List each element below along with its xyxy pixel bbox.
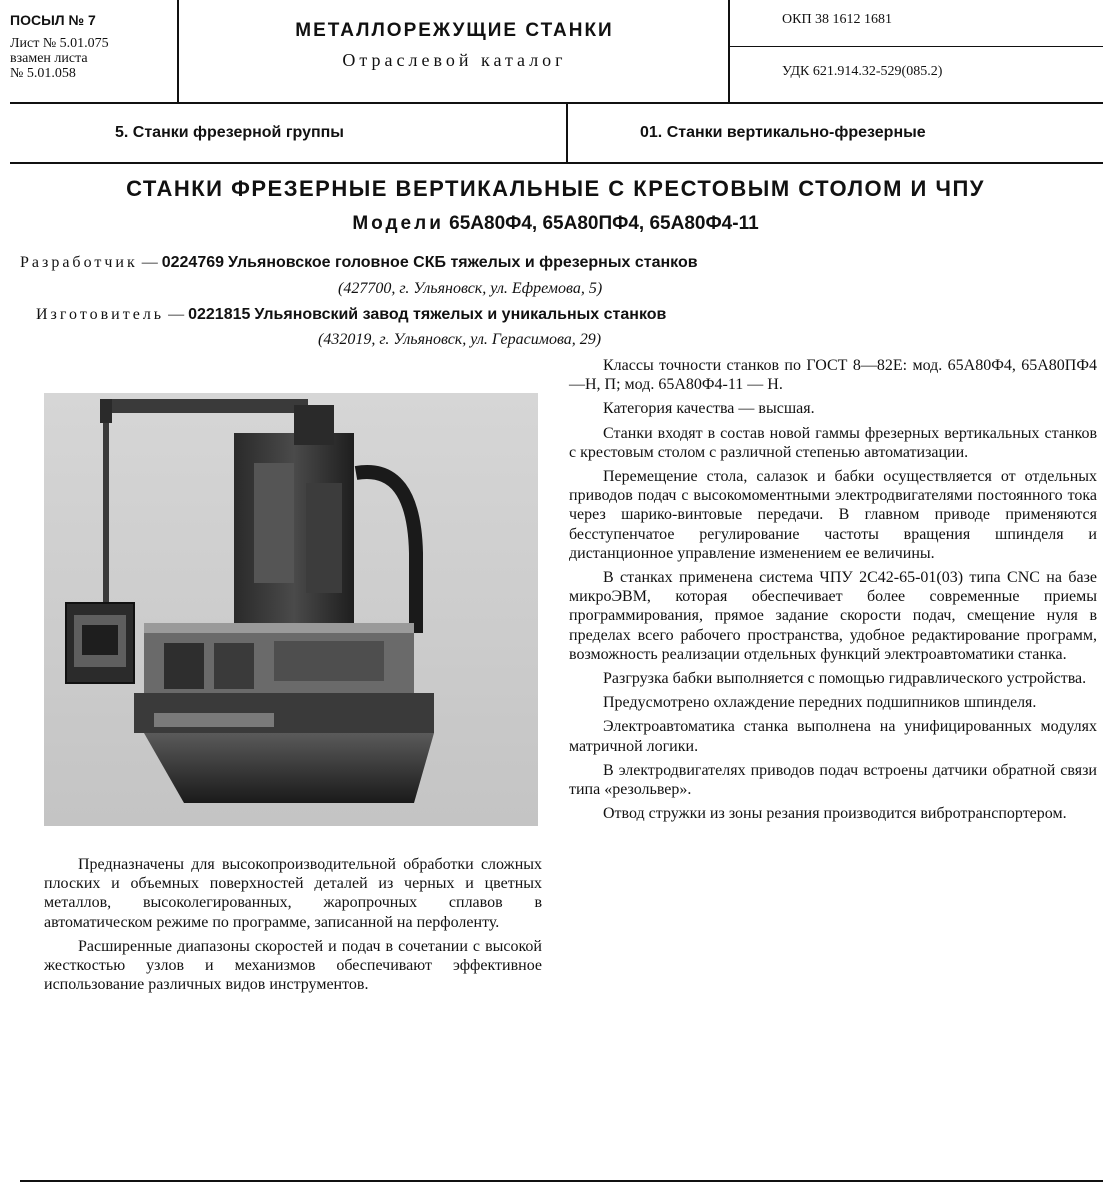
manufacturer-dash: — [164, 306, 189, 323]
housing-top-edge [144, 623, 414, 633]
developer-code: 0224769 [161, 254, 225, 271]
models-label: Модели [352, 213, 444, 234]
paragraph-ranges: Расширенные диапазоны скоростей и подач в сочетании с высокой жесткостью узлов и механизмов обеспечивают эффективное использование различных видов инструментов. [44, 937, 542, 994]
paragraph-cooling: Предусмотрено охлаждение передних подшипников шпинделя. [603, 694, 1037, 712]
sheet-number: Лист № 5.01.075 [10, 36, 109, 51]
catalog-title: МЕТАЛЛОРЕЖУЩИЕ СТАНКИ [295, 20, 614, 41]
column-guide [306, 483, 342, 593]
housing-window-left [164, 643, 204, 689]
housing-panel [274, 641, 384, 681]
developer-dash: — [137, 254, 162, 271]
replaced-sheet-number: № 5.01.058 [10, 66, 76, 81]
machine-photo [44, 393, 538, 826]
pendant-arm-joint [100, 399, 112, 423]
machine-base [144, 733, 434, 803]
pendant-arm [100, 399, 308, 413]
paragraph-range: Станки входят в состав новой гаммы фрезерных вертикальных станков с крестовым столом с различной степенью автоматизации. [569, 424, 1097, 461]
manufacturer-name: Ульяновский завод тяжелых и уникальных станков [254, 306, 667, 323]
header-divider-1 [177, 0, 179, 102]
section-divider [566, 104, 568, 162]
models-line [0, 213, 1111, 235]
paragraph-chips: Отвод стружки из зоны резания производится вибротранспортером. [603, 805, 1067, 823]
okp-code: ОКП 38 1612 1681 [782, 12, 893, 27]
paragraph-quality: Категория качества — высшая. [603, 400, 815, 418]
paragraph-resolver: В электродвигателях приводов подач встроены датчики обратной связи типа «резольвер». [569, 761, 1097, 799]
section-subgroup: 01. Станки вертикально-фрезерные [640, 124, 926, 141]
right-text-column [569, 356, 1097, 828]
paragraph-accuracy: Классы точности станков по ГОСТ 8—82Е: мод. 65А80Ф4, 65А80ПФ4—Н, П; мод. 65А80Ф4-11 — Н. [569, 357, 1097, 394]
table-slide [154, 713, 274, 727]
udk-code: УДК 621.914.32-529(085.2) [782, 64, 943, 79]
paragraph-electro: Электроавтоматика станка выполнена на унифицированных модулях матричной логики. [569, 718, 1097, 755]
header-catalog [182, 20, 727, 71]
paragraph-drives: Перемещение стола, салазок и бабки осуществляется от отдельных приводов подач с высокомоментными электродвигателями постоянного тока через шарико-винтовые передачи. В главном приводе применяются бесступенчатое регулирование частоты вращения шпинделя и дистанционное управление изменением ее величины. [569, 468, 1097, 562]
housing-window-center [214, 643, 254, 689]
pendant-rod [103, 423, 109, 603]
left-text-column [44, 855, 542, 999]
spindle-head [254, 463, 294, 583]
spindle-motor [294, 405, 334, 445]
manufacturer-label: Изготовитель [36, 306, 165, 323]
paragraph-purpose: Предназначены для высокопроизводительной обработки сложных плоских и объемных поверхностей деталей из черных и цветных металлов, высоколегированных, жаропрочных сплавов в автоматическом режиме по программе, записанной на перфоленту. [44, 856, 542, 931]
developer-address: (427700, г. Ульяновск, ул. Ефремова, 5) [338, 280, 603, 297]
document-title: СТАНКИ ФРЕЗЕРНЫЕ ВЕРТИКАЛЬНЫЕ С КРЕСТОВЫМ СТОЛОМ И ЧПУ [126, 176, 985, 201]
developer-label: Разработчик [20, 254, 138, 271]
pendant-screen [82, 625, 118, 655]
section-group: 5. Станки фрезерной группы [115, 124, 344, 141]
paragraph-cnc: В станках применена система ЧПУ 2С42-65-01(03) типа CNC на базе микроЭВМ, которая обеспечивает более современные приемы программирования, прямое задание скорости подач, смещение нуля в пределах всего рабочего пространства, удобное редактирование программ, возможность реализации отдельных функций электроавтоматики станка. [569, 569, 1097, 663]
replaces-label: взамен листа [10, 51, 88, 66]
codes-separator [730, 46, 1103, 47]
posyl-number: ПОСЫЛ № 7 [10, 12, 96, 28]
manufacturer-line [36, 306, 666, 324]
header-sheet-info [10, 12, 175, 81]
catalog-subtitle: Отраслевой каталог [342, 50, 567, 70]
manufacturer-code: 0221815 [188, 306, 251, 323]
header-codes [730, 0, 1103, 102]
developer-name: Ульяновское головное СКБ тяжелых и фрезерных станков [228, 254, 698, 271]
developer-line [20, 254, 698, 272]
models-list: 65А80Ф4, 65А80ПФ4, 65А80Ф4-11 [449, 213, 759, 234]
paragraph-unloading: Разгрузка бабки выполняется с помощью гидравлического устройства. [603, 670, 1087, 688]
bottom-rule [20, 1180, 1103, 1182]
manufacturer-address: (432019, г. Ульяновск, ул. Герасимова, 29) [318, 331, 602, 348]
